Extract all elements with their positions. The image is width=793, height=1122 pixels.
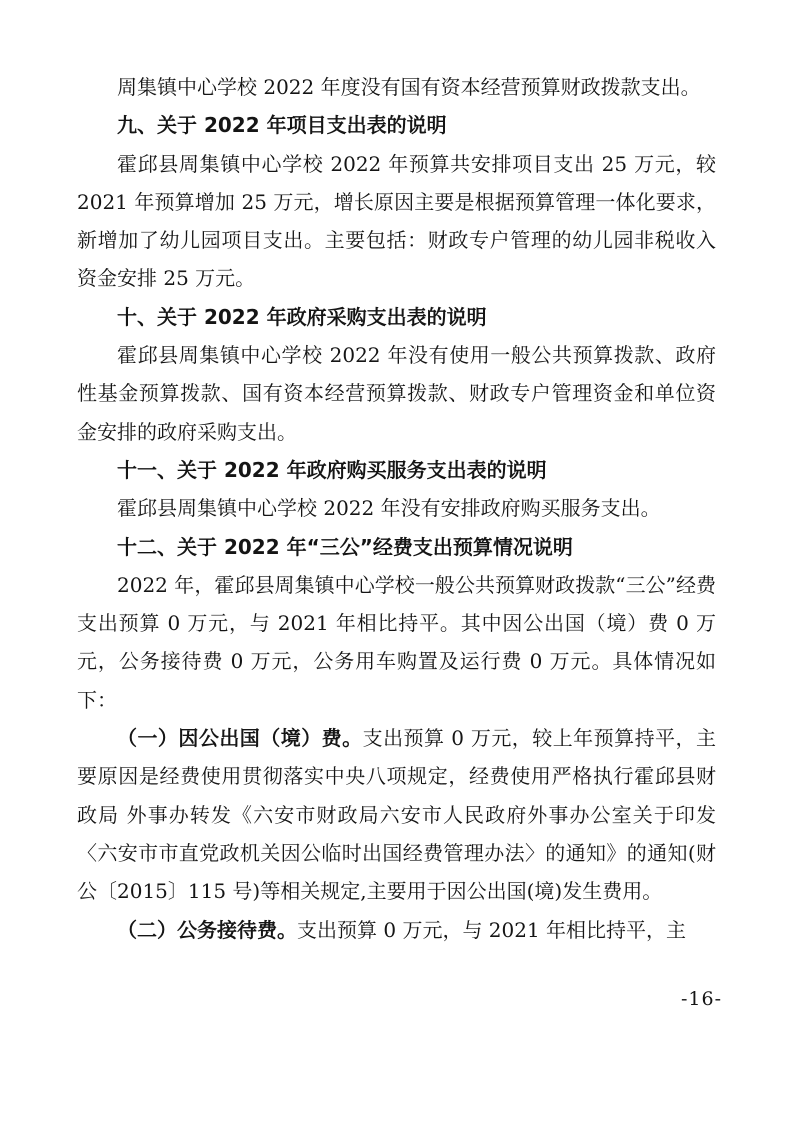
- paragraph-three-public-funds-overview: 2022 年，霍邱县周集镇中心学校一般公共预算财政拨款“三公”经费支出预算 0 万元，与 2021 年相比持平。其中因公出国（境）费 0 万元，公务接待费 0 万元，公务用车购置及运行费 0 万元。具体情况如下：: [77, 572, 716, 712]
- paragraph-project-expenditure-detail: 霍邱县周集镇中心学校 2022 年预算共安排项目支出 25 万元，较 2021 年预算增加 25 万元，增长原因主要是根据预算管理一体化要求，新增加了幼儿园项目支出。主要包括：财政专户管理的幼儿园非税收入资金安排 25 万元。: [77, 151, 716, 291]
- heading-section-10-government-procurement: 十、关于 2022 年政府采购支出表的说明: [117, 304, 487, 329]
- paragraph-state-capital-note: 周集镇中心学校 2022 年度没有国有资本经营预算财政拨款支出。: [117, 75, 701, 99]
- paragraph-item-2-body: 支出预算 0 万元，与 2021 年相比持平，主: [297, 917, 687, 942]
- paragraph-item-1-overseas-travel: [77, 719, 716, 910]
- paragraph-government-procurement-detail: 霍邱县周集镇中心学校 2022 年没有使用一般公共预算拨款、政府性基金预算拨款、国有资本经营预算拨款、财政专户管理资金和单位资金安排的政府采购支出。: [77, 343, 716, 444]
- heading-section-11-purchased-services: 十一、关于 2022 年政府购买服务支出表的说明: [117, 457, 547, 482]
- heading-section-9-project-expenditure: 九、关于 2022 年项目支出表的说明: [117, 113, 447, 138]
- heading-section-12-three-public-funds: 十二、关于 2022 年“三公”经费支出预算情况说明: [117, 534, 573, 559]
- paragraph-item-2-lead: （二）公务接待费。: [117, 917, 297, 942]
- paragraph-item-1-lead: （一）因公出国（境）费。: [117, 726, 363, 751]
- page-number: -16-: [680, 988, 722, 1010]
- document-body: [77, 68, 716, 949]
- paragraph-purchased-services-detail: 霍邱县周集镇中心学校 2022 年没有安排政府购买服务支出。: [117, 496, 661, 521]
- paragraph-item-1-body: 支出预算 0 万元，较上年预算持平，主要原因是经费使用贯彻落实中央八项规定，经费使用严格执行霍邱县财政局 外事办转发《六安市财政局六安市人民政府外事办公室关于印发〈六安市市直党政机关因公临时出国经费管理办法〉的通知》的通知(财公〔2015〕115 号)等相关规定,主要用于因公出国(境)发生费用。: [77, 726, 716, 904]
- paragraph-item-2-official-reception: [77, 911, 716, 949]
